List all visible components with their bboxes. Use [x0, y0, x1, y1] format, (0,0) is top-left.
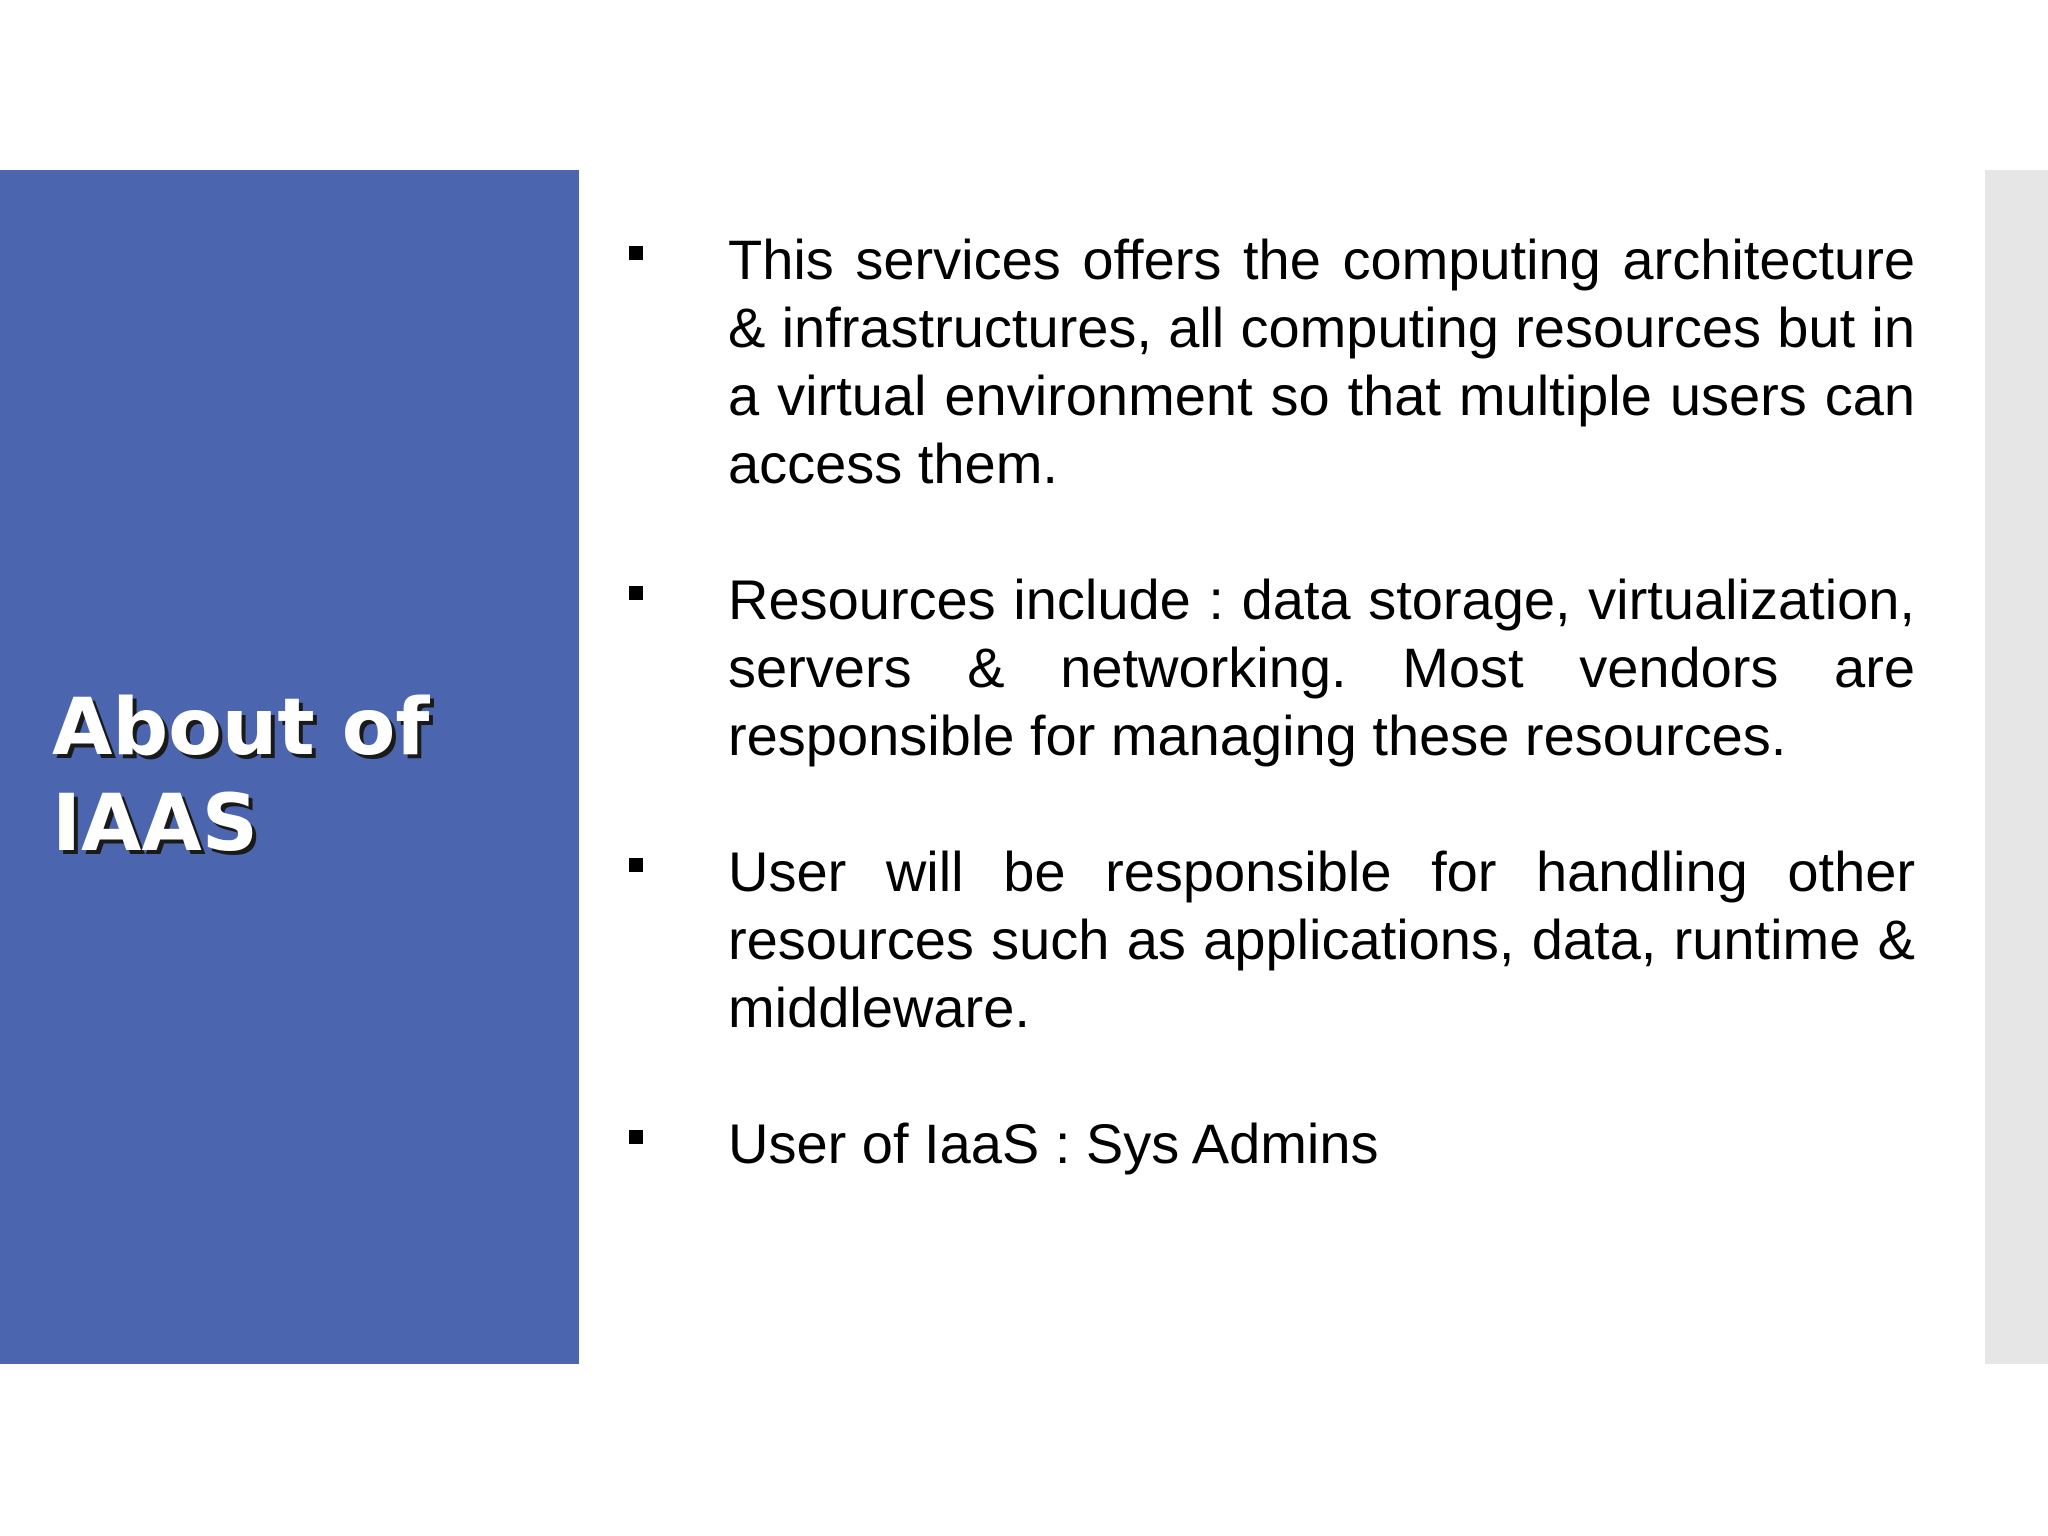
bullet-list — [620, 226, 1915, 1246]
square-bullet-icon — [629, 858, 643, 872]
slide-title — [52, 680, 552, 872]
slide-title-line1: About of — [52, 683, 430, 773]
bullet-item — [620, 838, 1915, 1042]
bullet-text: Resources include : data storage, virtualization, servers & networking. Most vendors are responsible for managing these resources. — [728, 568, 1915, 767]
bullet-item — [620, 1110, 1915, 1178]
square-bullet-icon — [629, 586, 643, 600]
right-accent-strip — [1985, 170, 2048, 1364]
bullet-text: User of IaaS : Sys Admins — [728, 1112, 1379, 1175]
bullet-item — [620, 566, 1915, 770]
square-bullet-icon — [629, 1130, 643, 1144]
square-bullet-icon — [629, 246, 643, 260]
slide-title-line2: IAAS — [52, 779, 258, 869]
bullet-item — [620, 226, 1915, 498]
bullet-text: This services offers the computing architecture & infrastructures, all computing resources but in a virtual environment so that multiple users can access them. — [728, 228, 1915, 495]
bullet-text: User will be responsible for handling other resources such as applications, data, runtime & middleware. — [728, 840, 1915, 1039]
